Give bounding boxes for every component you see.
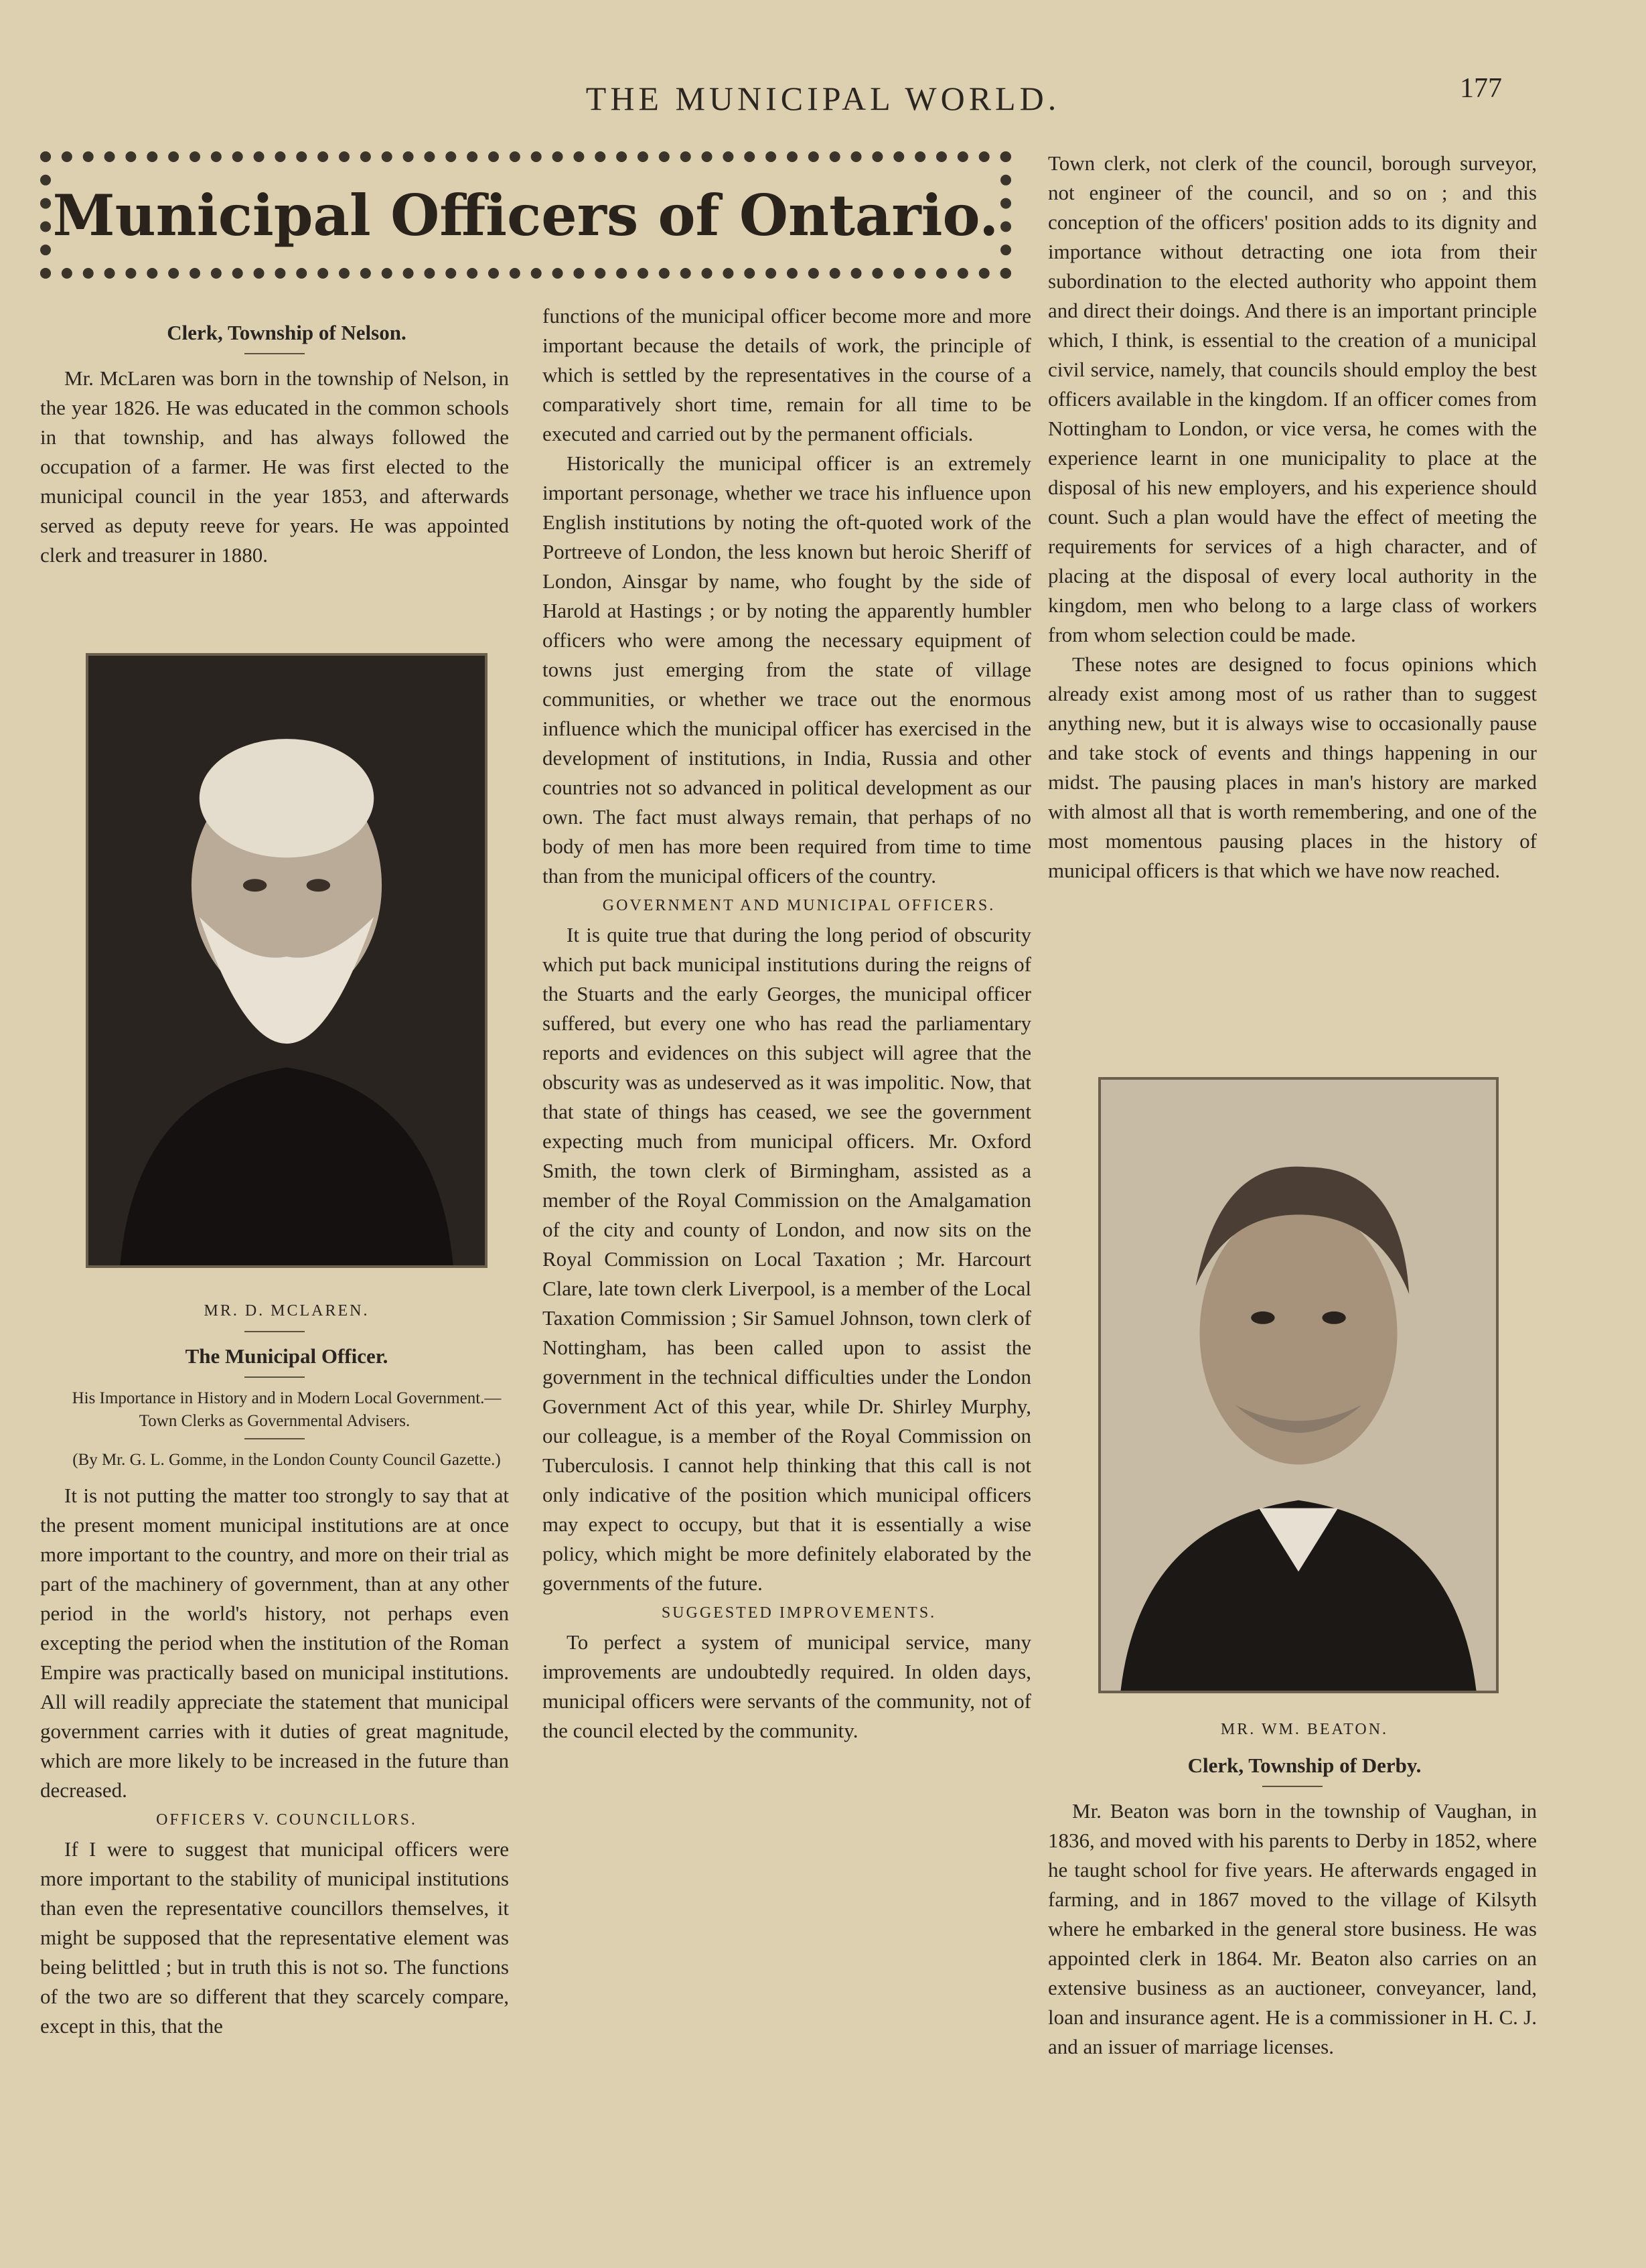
mclaren-photo-caption: MR. D. MCLAREN. bbox=[204, 1302, 370, 1320]
article-paragraph: It is not putting the matter too strongly to say that at the present moment municipal institutions are at once more important to the country, and more on their trial as part of the machinery of government, than at any other period in the world's history, not perhaps even excepting the period when the institution of the Roman Empire was practically based on municipal institutions. All will readily appreciate the statement that municipal government carries with it duties of great magnitude, which are more likely to be increased in the future than decreased. bbox=[40, 1484, 509, 1802]
column-2 bbox=[542, 301, 1031, 1746]
article-paragraph: These notes are designed to focus opinions which already exist among most of us rather than to suggest anything new, but it is always wise to occasionally pause and take stock of events and things happening in our midst. The pausing places in man's history are marked with almost all that is worth remembering, and one of the most momentous pausing places in the history of municipal officers is that which we have now reached. bbox=[1048, 652, 1537, 882]
section-heading: SUGGESTED IMPROVEMENTS. bbox=[661, 1604, 937, 1622]
derby-clerk-heading: Clerk, Township of Derby. bbox=[1187, 1754, 1422, 1777]
mclaren-portrait-photo bbox=[86, 653, 488, 1268]
beaton-portrait-photo bbox=[1098, 1077, 1499, 1693]
article-paragraph: functions of the municipal officer become more and more important because the details of work, the principle of which is settled by the representatives in the course of a comparatively short time, remain for all time to be executed and carried out by the permanent officials. bbox=[542, 304, 1031, 445]
divider bbox=[244, 353, 305, 354]
column-3-bottom bbox=[1048, 1715, 1537, 2062]
portrait-icon bbox=[88, 656, 485, 1265]
article-byline: (By Mr. G. L. Gomme, in the London County Council Gazette.) bbox=[72, 1451, 501, 1469]
beaton-bio: Mr. Beaton was born in the township of Vaughan, in 1836, and moved with his parents to Derby in 1852, where he taught school for five years. He afterwards engaged in farming, and in 1867 moved to the village of Kilsyth where he embarked in the general store business. He was appointed clerk in 1864. Mr. Beaton also carries on an extensive business as an auctioneer, conveyancer, land, loan and insurance agent. He is a commissioner in H. C. J. and an issuer of marriage licenses. bbox=[1048, 1799, 1537, 2058]
divider bbox=[1262, 1786, 1323, 1787]
beaton-photo-caption: MR. WM. BEATON. bbox=[1220, 1721, 1389, 1738]
section-heading: GOVERNMENT AND MUNICIPAL OFFICERS. bbox=[602, 897, 996, 914]
portrait-icon bbox=[1101, 1080, 1496, 1691]
column-1-bottom bbox=[40, 1296, 509, 2041]
article-paragraph: It is quite true that during the long period of obscurity which put back municipal institutions during the reigns of the Stuarts and the early Georges, the municipal officer suffered, but every one who has read the parliamentary reports and evidences on this subject will agree that the obscurity was as undeserved as it was impolitic. Now, that that state of things has ceased, we see the government expecting much from municipal officers. Mr. Oxford Smith, the town clerk of Birmingham, assisted as a member of the Royal Commission on the Amalgamation of the city and county of London, and now sits on the Royal Commission on Local Taxation ; Mr. Harcourt Clare, late town clerk Liverpool, is a member of the Local Taxation Commission ; Sir Samuel Johnson, town clerk of Nottingham, has been called upon to assist the government in the technical difficulties under the London Government Act of this year, while Dr. Shirley Murphy, our colleague, is a member of the Royal Commission on Tuberculosis. I cannot help thinking that this call is not only indicative of the position which municipal officers may expect to occupy, but that it is essentially a wise policy, which might be more definitely elaborated by the governments of the future. bbox=[542, 923, 1031, 1595]
nelson-clerk-heading: Clerk, Township of Nelson. bbox=[167, 321, 406, 344]
page-header-title: THE MUNICIPAL WORLD. bbox=[585, 80, 1061, 117]
article-paragraph: If I were to suggest that municipal officers were more important to the stability of municipal institutions than even the representative councillors themselves, it might be supposed that the representative element was being belittled ; but in truth this is not so. The functions of the two are so different that they scarcely compare, except in this, that the bbox=[40, 1837, 509, 2038]
banner-title: Municipal Officers of Ontario. bbox=[52, 182, 999, 249]
divider bbox=[244, 1331, 305, 1332]
article-subtitle: His Importance in History and in Modern Local Government.—Town Clerks as Governmental Advisers. bbox=[72, 1389, 502, 1430]
article-paragraph: Historically the municipal officer is an extremely important personage, whether we trace his influence upon English institutions by noting the oft-quoted work of the Portreeve of London, the less known but heroic Sheriff of London, Ainsgar by name, who fought by the side of Harold at Hastings ; or by noting the apparently humbler officers who were among the necessary equipment of towns just emerging from the state of village communities, or whether we trace out the enormous influence which the municipal officer has exercised in the development of institutions, in India, Russia and other countries not so advanced in political development as our own. The fact must always remain, that perhaps of no body of men has more been required from time to time than from the municipal officers of the country. bbox=[542, 451, 1031, 888]
column-1-top bbox=[40, 318, 509, 570]
page-number: 177 bbox=[1460, 73, 1502, 104]
divider bbox=[244, 1438, 305, 1439]
article-paragraph: To perfect a system of municipal service, many improvements are undoubtedly required. In olden days, municipal officers were servants of the community, not of the council elected by the community. bbox=[542, 1630, 1031, 1742]
section-heading: OFFICERS V. COUNCILLORS. bbox=[156, 1811, 417, 1829]
column-3-top bbox=[1048, 149, 1537, 885]
article-title: The Municipal Officer. bbox=[185, 1344, 388, 1368]
article-paragraph: Town clerk, not clerk of the council, borough surveyor, not engineer of the council, and so on ; and this conception of the officers' position adds to its dignity and importance without detracting one iota from their subordination to the elected authority who appoint them and direct their doings. And there is an important principle which, I think, is essential to the creation of a municipal civil service, namely, that councils should employ the best officers available in the kingdom. If an officer comes from Nottingham to London, or vice versa, he comes with the experience learnt in one municipality to place at the disposal of his new employers, and his experience should count. Such a plan would have the effect of meeting the requirements for services of a high character, and of placing at the disposal of every local authority in the kingdom, men who belong to a large class of workers from whom selection could be made. bbox=[1048, 151, 1537, 646]
mclaren-bio: Mr. McLaren was born in the township of Nelson, in the year 1826. He was educated in the common schools in that township, and has always followed the occupation of a farmer. He was first elected to the municipal council in the year 1853, and afterwards served as deputy reeve for years. He was appointed clerk and treasurer in 1880. bbox=[40, 366, 509, 567]
article-banner bbox=[40, 151, 1011, 279]
divider bbox=[244, 1376, 305, 1378]
